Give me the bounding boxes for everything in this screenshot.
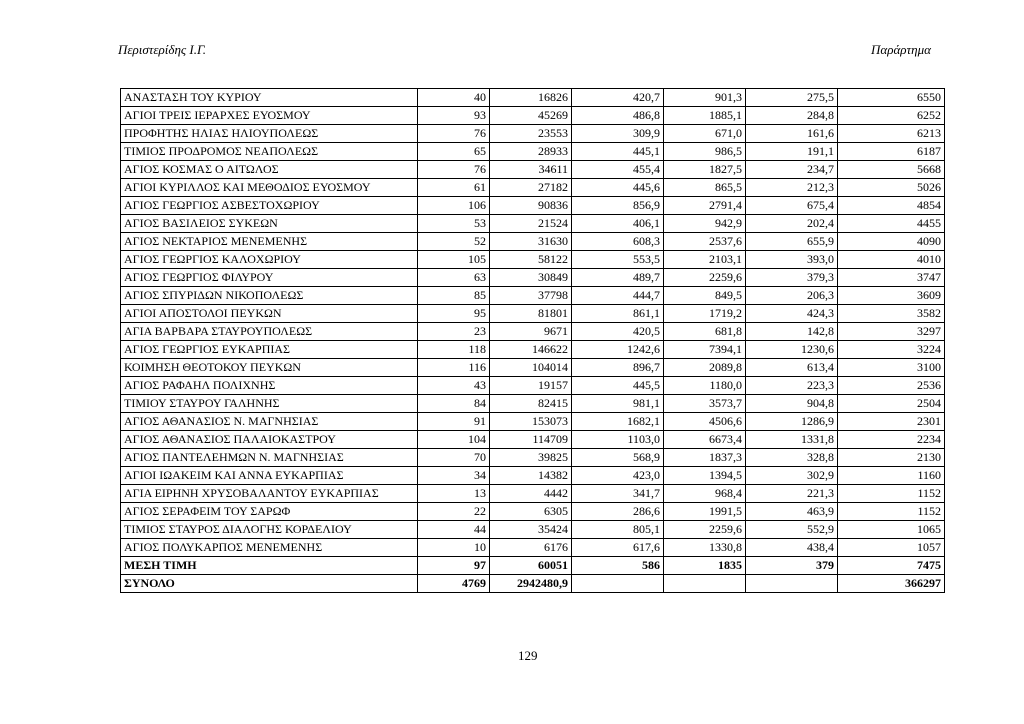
row-label-cell: ΑΓΙΟΣ ΠΑΝΤΕΛΕΗΜΩΝ Ν. ΜΑΓΝΗΣΙΑΣ: [121, 449, 418, 467]
table-row: [121, 431, 945, 449]
value-cell: 553,5: [572, 251, 664, 269]
value-cell: 2089,8: [664, 359, 746, 377]
value-cell: 6176: [490, 539, 572, 557]
value-cell: 486,8: [572, 107, 664, 125]
table-row: [121, 161, 945, 179]
table-row: [121, 377, 945, 395]
value-cell: 2234: [838, 431, 945, 449]
value-cell: 1286,9: [746, 413, 838, 431]
value-cell: 30849: [490, 269, 572, 287]
value-cell: 445,1: [572, 143, 664, 161]
value-cell: 6213: [838, 125, 945, 143]
row-label-cell: ΑΓΙΟΣ ΓΕΩΡΓΙΟΣ ΦΙΛΥΡΟΥ: [121, 269, 418, 287]
row-label-cell: ΑΓΙΟΣ ΠΟΛΥΚΑΡΠΟΣ ΜΕΝΕΜΕΝΗΣ: [121, 539, 418, 557]
value-cell: 805,1: [572, 521, 664, 539]
value-cell: 221,3: [746, 485, 838, 503]
value-cell: 202,4: [746, 215, 838, 233]
value-cell: 3747: [838, 269, 945, 287]
value-cell: 105: [418, 251, 490, 269]
page-number: 129: [518, 648, 538, 663]
value-cell: 406,1: [572, 215, 664, 233]
value-cell: 3609: [838, 287, 945, 305]
value-cell: 2791,4: [664, 197, 746, 215]
value-cell: 2259,6: [664, 269, 746, 287]
value-cell: 4090: [838, 233, 945, 251]
value-cell: 445,5: [572, 377, 664, 395]
value-cell: 904,8: [746, 395, 838, 413]
row-label-cell: ΑΓΙΟΣ ΒΑΣΙΛΕΙΟΣ ΣΥΚΕΩΝ: [121, 215, 418, 233]
value-cell: 986,5: [664, 143, 746, 161]
value-cell: 6187: [838, 143, 945, 161]
value-cell: 10: [418, 539, 490, 557]
value-cell: 6673,4: [664, 431, 746, 449]
header-section: Παράρτημα: [871, 42, 931, 57]
value-cell: 1885,1: [664, 107, 746, 125]
value-cell: 81801: [490, 305, 572, 323]
row-label-cell: ΠΡΟΦΗΤΗΣ ΗΛΙΑΣ ΗΛΙΟΥΠΟΛΕΩΣ: [121, 125, 418, 143]
value-cell: 681,8: [664, 323, 746, 341]
value-cell: 52: [418, 233, 490, 251]
value-cell: 31630: [490, 233, 572, 251]
value-cell: 142,8: [746, 323, 838, 341]
table-row: [121, 287, 945, 305]
row-label-cell: ΑΓΙΑ ΕΙΡΗΝΗ ΧΡΥΣΟΒΑΛΑΝΤΟΥ ΕΥΚΑΡΠΙΑΣ: [121, 485, 418, 503]
value-cell: 420,7: [572, 89, 664, 107]
value-cell: 28933: [490, 143, 572, 161]
value-cell: 1827,5: [664, 161, 746, 179]
value-cell: 438,4: [746, 539, 838, 557]
table-row: [121, 251, 945, 269]
value-cell: 608,3: [572, 233, 664, 251]
value-cell: 6305: [490, 503, 572, 521]
row-label-cell: ΤΙΜΙΟΣ ΣΤΑΥΡΟΣ ΔΙΑΛΟΓΗΣ ΚΟΡΔΕΛΙΟΥ: [121, 521, 418, 539]
value-cell: 2103,1: [664, 251, 746, 269]
table-row: [121, 197, 945, 215]
value-cell: 284,8: [746, 107, 838, 125]
table-row: [121, 89, 945, 107]
value-cell: 2942480,9: [490, 575, 572, 593]
value-cell: 4506,6: [664, 413, 746, 431]
table-row: [121, 413, 945, 431]
row-label-cell: ΑΓΙΟΙ ΤΡΕΙΣ ΙΕΡΑΡΧΕΣ ΕΥΟΣΜΟΥ: [121, 107, 418, 125]
value-cell: 70: [418, 449, 490, 467]
value-cell: 2301: [838, 413, 945, 431]
value-cell: 3224: [838, 341, 945, 359]
table-row: [121, 467, 945, 485]
value-cell: 423,0: [572, 467, 664, 485]
value-cell: 153073: [490, 413, 572, 431]
value-cell: 309,9: [572, 125, 664, 143]
value-cell: 328,8: [746, 449, 838, 467]
value-cell: 9671: [490, 323, 572, 341]
value-cell: 393,0: [746, 251, 838, 269]
value-cell: 275,5: [746, 89, 838, 107]
table-row: [121, 143, 945, 161]
value-cell: 40: [418, 89, 490, 107]
value-cell: 60051: [490, 557, 572, 575]
value-cell: 21524: [490, 215, 572, 233]
table-row: [121, 233, 945, 251]
value-cell: 82415: [490, 395, 572, 413]
value-cell: 3582: [838, 305, 945, 323]
value-cell: 1719,2: [664, 305, 746, 323]
value-cell: 1103,0: [572, 431, 664, 449]
value-cell: 3100: [838, 359, 945, 377]
value-cell: 7394,1: [664, 341, 746, 359]
value-cell: 5026: [838, 179, 945, 197]
value-cell: 420,5: [572, 323, 664, 341]
value-cell: 1057: [838, 539, 945, 557]
table-row: [121, 269, 945, 287]
row-label-cell: ΑΓΙΟΣ ΣΕΡΑΦΕΙΜ ΤΟΥ ΣΑΡΩΦ: [121, 503, 418, 521]
value-cell: 2259,6: [664, 521, 746, 539]
row-label-cell: ΚΟΙΜΗΣΗ ΘΕΟΤΟΚΟΥ ΠΕΥΚΩΝ: [121, 359, 418, 377]
value-cell: 1835: [664, 557, 746, 575]
table-row: [121, 179, 945, 197]
value-cell: 1991,5: [664, 503, 746, 521]
value-cell: 655,9: [746, 233, 838, 251]
value-cell: 7475: [838, 557, 945, 575]
value-cell: 95: [418, 305, 490, 323]
value-cell: 896,7: [572, 359, 664, 377]
value-cell: 35424: [490, 521, 572, 539]
value-cell: 146622: [490, 341, 572, 359]
table-row: [121, 215, 945, 233]
value-cell: 234,7: [746, 161, 838, 179]
value-cell: 223,3: [746, 377, 838, 395]
table-row: [121, 449, 945, 467]
table-row: [121, 323, 945, 341]
value-cell: 1331,8: [746, 431, 838, 449]
value-cell: 552,9: [746, 521, 838, 539]
row-label-cell: ΑΓΙΟΣ ΑΘΑΝΑΣΙΟΣ Ν. ΜΑΓΝΗΣΙΑΣ: [121, 413, 418, 431]
value-cell: 14382: [490, 467, 572, 485]
value-cell: 671,0: [664, 125, 746, 143]
value-cell: 286,6: [572, 503, 664, 521]
value-cell: 1065: [838, 521, 945, 539]
value-cell: 341,7: [572, 485, 664, 503]
value-cell: 2537,6: [664, 233, 746, 251]
value-cell: 4769: [418, 575, 490, 593]
value-cell: 27182: [490, 179, 572, 197]
value-cell: [664, 575, 746, 593]
table-row: [121, 503, 945, 521]
row-label-cell: ΑΓΙΑ ΒΑΡΒΑΡΑ ΣΤΑΥΡΟΥΠΟΛΕΩΣ: [121, 323, 418, 341]
value-cell: 1230,6: [746, 341, 838, 359]
table-row: [121, 485, 945, 503]
row-label-cell: ΑΓΙΟΣ ΑΘΑΝΑΣΙΟΣ ΠΑΛΑΙΟΚΑΣΤΡΟΥ: [121, 431, 418, 449]
value-cell: 675,4: [746, 197, 838, 215]
value-cell: 4442: [490, 485, 572, 503]
row-label-cell: ΑΓΙΟΣ ΓΕΩΡΓΙΟΣ ΕΥΚΑΡΠΙΑΣ: [121, 341, 418, 359]
value-cell: 1837,3: [664, 449, 746, 467]
value-cell: 90836: [490, 197, 572, 215]
header-author: Περιστερίδης Ι.Γ.: [118, 42, 206, 57]
data-table: [120, 88, 945, 593]
value-cell: 2504: [838, 395, 945, 413]
row-label-cell: ΑΓΙΟΙ ΙΩΑΚΕΙΜ ΚΑΙ ΑΝΝΑ ΕΥΚΑΡΠΙΑΣ: [121, 467, 418, 485]
value-cell: 613,4: [746, 359, 838, 377]
value-cell: 44: [418, 521, 490, 539]
value-cell: 463,9: [746, 503, 838, 521]
value-cell: 93: [418, 107, 490, 125]
value-cell: 13: [418, 485, 490, 503]
value-cell: 43: [418, 377, 490, 395]
value-cell: 617,6: [572, 539, 664, 557]
value-cell: 4455: [838, 215, 945, 233]
value-cell: 4854: [838, 197, 945, 215]
value-cell: 302,9: [746, 467, 838, 485]
value-cell: [746, 575, 838, 593]
table-row: [121, 341, 945, 359]
value-cell: 16826: [490, 89, 572, 107]
row-label-cell: ΑΝΑΣΤΑΣΗ ΤΟΥ ΚΥΡΙΟΥ: [121, 89, 418, 107]
value-cell: 22: [418, 503, 490, 521]
value-cell: 1330,8: [664, 539, 746, 557]
value-cell: 39825: [490, 449, 572, 467]
value-cell: 76: [418, 125, 490, 143]
value-cell: 23553: [490, 125, 572, 143]
value-cell: 3297: [838, 323, 945, 341]
value-cell: 424,3: [746, 305, 838, 323]
value-cell: 865,5: [664, 179, 746, 197]
value-cell: 968,4: [664, 485, 746, 503]
value-cell: 901,3: [664, 89, 746, 107]
value-cell: 981,1: [572, 395, 664, 413]
row-label-cell: ΑΓΙΟΣ ΝΕΚΤΑΡΙΟΣ ΜΕΝΕΜΕΝΗΣ: [121, 233, 418, 251]
value-cell: 942,9: [664, 215, 746, 233]
summary-row: [121, 575, 945, 593]
value-cell: 2130: [838, 449, 945, 467]
value-cell: 568,9: [572, 449, 664, 467]
row-label-cell: ΑΓΙΟΣ ΚΟΣΜΑΣ Ο ΑΙΤΩΛΟΣ: [121, 161, 418, 179]
value-cell: 445,6: [572, 179, 664, 197]
value-cell: 106: [418, 197, 490, 215]
value-cell: 23: [418, 323, 490, 341]
value-cell: 161,6: [746, 125, 838, 143]
value-cell: 91: [418, 413, 490, 431]
value-cell: 53: [418, 215, 490, 233]
table-row: [121, 521, 945, 539]
value-cell: 6252: [838, 107, 945, 125]
value-cell: 444,7: [572, 287, 664, 305]
value-cell: 1242,6: [572, 341, 664, 359]
value-cell: 191,1: [746, 143, 838, 161]
value-cell: 455,4: [572, 161, 664, 179]
table-row: [121, 395, 945, 413]
value-cell: 61: [418, 179, 490, 197]
value-cell: 1160: [838, 467, 945, 485]
row-label-cell: ΑΓΙΟΣ ΣΠΥΡΙΔΩΝ ΝΙΚΟΠΟΛΕΩΣ: [121, 287, 418, 305]
row-label-cell: ΤΙΜΙΟΣ ΠΡΟΔΡΟΜΟΣ ΝΕΑΠΟΛΕΩΣ: [121, 143, 418, 161]
value-cell: 97: [418, 557, 490, 575]
row-label-cell: ΜΕΣΗ ΤΙΜΗ: [121, 557, 418, 575]
value-cell: 861,1: [572, 305, 664, 323]
table-row: [121, 539, 945, 557]
value-cell: 1394,5: [664, 467, 746, 485]
value-cell: 34611: [490, 161, 572, 179]
value-cell: 104014: [490, 359, 572, 377]
value-cell: 489,7: [572, 269, 664, 287]
value-cell: 118: [418, 341, 490, 359]
value-cell: 4010: [838, 251, 945, 269]
value-cell: 34: [418, 467, 490, 485]
value-cell: 856,9: [572, 197, 664, 215]
row-label-cell: ΑΓΙΟΙ ΑΠΟΣΤΟΛΟΙ ΠΕΥΚΩΝ: [121, 305, 418, 323]
value-cell: 63: [418, 269, 490, 287]
table-row: [121, 305, 945, 323]
value-cell: 212,3: [746, 179, 838, 197]
value-cell: 58122: [490, 251, 572, 269]
value-cell: 1682,1: [572, 413, 664, 431]
table-row: [121, 359, 945, 377]
value-cell: 1152: [838, 503, 945, 521]
value-cell: 379: [746, 557, 838, 575]
value-cell: 849,5: [664, 287, 746, 305]
value-cell: 104: [418, 431, 490, 449]
row-label-cell: ΑΓΙΟΣ ΓΕΩΡΓΙΟΣ ΑΣΒΕΣΤΟΧΩΡΙΟΥ: [121, 197, 418, 215]
table-row: [121, 125, 945, 143]
value-cell: 116: [418, 359, 490, 377]
value-cell: 1152: [838, 485, 945, 503]
row-label-cell: ΑΓΙΟΣ ΓΕΩΡΓΙΟΣ ΚΑΛΟΧΩΡΙΟΥ: [121, 251, 418, 269]
value-cell: 114709: [490, 431, 572, 449]
value-cell: 366297: [838, 575, 945, 593]
row-label-cell: ΤΙΜΙΟΥ ΣΤΑΥΡΟΥ ΓΑΛΗΝΗΣ: [121, 395, 418, 413]
value-cell: 76: [418, 161, 490, 179]
value-cell: 65: [418, 143, 490, 161]
value-cell: [572, 575, 664, 593]
value-cell: 206,3: [746, 287, 838, 305]
value-cell: 2536: [838, 377, 945, 395]
row-label-cell: ΣΥΝΟΛΟ: [121, 575, 418, 593]
value-cell: 85: [418, 287, 490, 305]
value-cell: 45269: [490, 107, 572, 125]
value-cell: 1180,0: [664, 377, 746, 395]
value-cell: 19157: [490, 377, 572, 395]
value-cell: 84: [418, 395, 490, 413]
row-label-cell: ΑΓΙΟΙ ΚΥΡΙΛΛΟΣ ΚΑΙ ΜΕΘΟΔΙΟΣ ΕΥΟΣΜΟΥ: [121, 179, 418, 197]
summary-row: [121, 557, 945, 575]
row-label-cell: ΑΓΙΟΣ ΡΑΦΑΗΛ ΠΟΛΙΧΝΗΣ: [121, 377, 418, 395]
value-cell: 586: [572, 557, 664, 575]
value-cell: 3573,7: [664, 395, 746, 413]
value-cell: 5668: [838, 161, 945, 179]
table-row: [121, 107, 945, 125]
value-cell: 6550: [838, 89, 945, 107]
value-cell: 37798: [490, 287, 572, 305]
value-cell: 379,3: [746, 269, 838, 287]
